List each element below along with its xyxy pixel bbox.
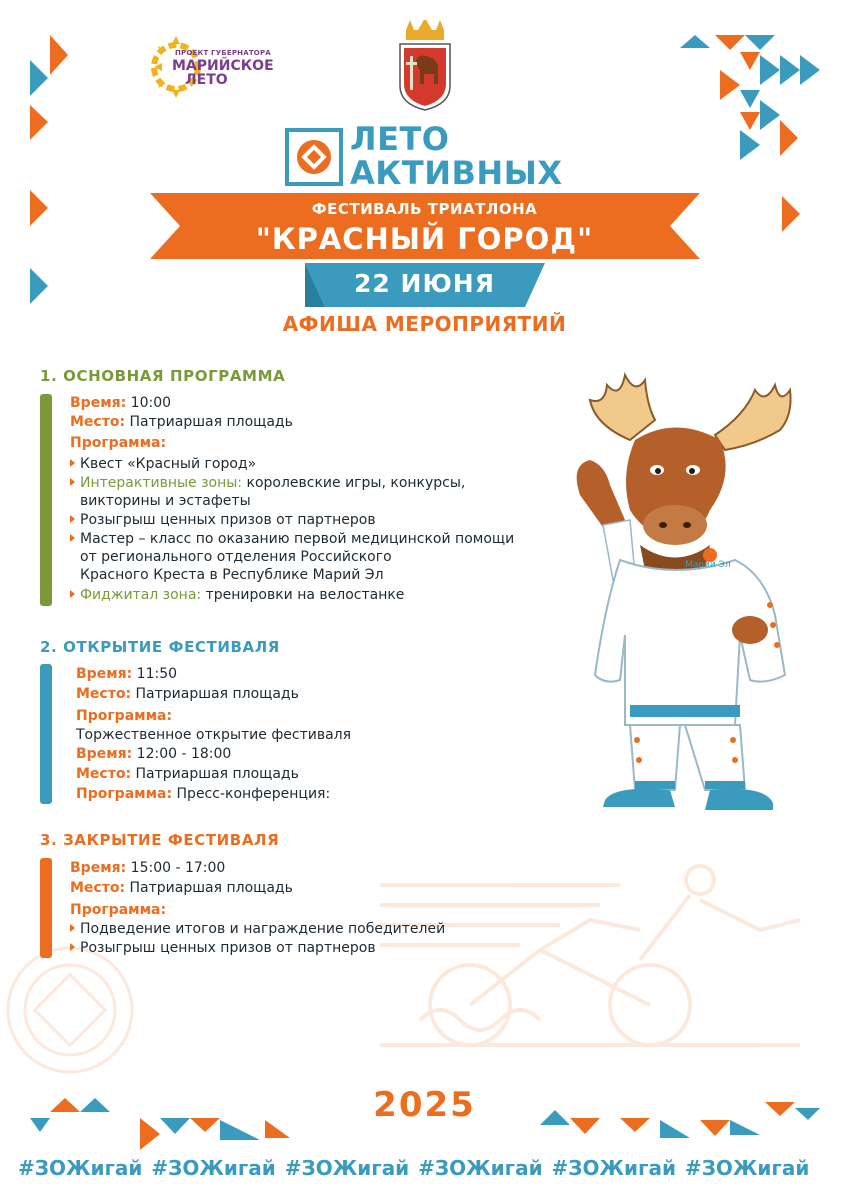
section-3-time: Время: 15:00 - 17:00: [70, 860, 226, 876]
festival-name: "КРАСНЫЙ ГОРОД": [255, 222, 594, 256]
bullet-icon: [70, 459, 75, 467]
section-1-place: Место: Патриаршая площадь: [70, 414, 293, 430]
list-item: Интерактивные зоны: королевские игры, конкурсы,: [70, 475, 465, 491]
section-2-bar: [40, 664, 52, 804]
section-3-bar: [40, 858, 52, 958]
section-3-place: Место: Патриаршая площадь: [70, 880, 293, 896]
section-2-program-label: Программа:: [76, 708, 173, 724]
bullet-icon: [70, 478, 75, 486]
bullet-icon: [70, 515, 75, 523]
section-1-time: Время: 10:00: [70, 395, 172, 411]
bullet-icon: [70, 590, 75, 598]
list-item: Квест «Красный город»: [70, 456, 256, 472]
festival-subtitle: ФЕСТИВАЛЬ ТРИАТЛОНА: [311, 200, 538, 218]
section-1-program-label: Программа:: [70, 435, 167, 451]
mascot-badge: Марий Эл: [685, 560, 731, 570]
section-2-place2: Место: Патриаршая площадь: [76, 766, 299, 782]
list-item: Мастер – класс по оказанию первой медицинской помощи: [70, 531, 514, 547]
ornament-logo-icon: [285, 128, 343, 186]
list-item-cont: Красного Креста в Республике Марий Эл: [80, 567, 384, 583]
section-2-program-text: Торжественное открытие фестиваля: [76, 727, 352, 743]
section-2-time2: Время: 12:00 - 18:00: [76, 746, 232, 762]
logo-line2: ЛЕТО: [185, 72, 228, 88]
list-item: Розыгрыш ценных призов от партнеров: [70, 940, 376, 956]
bullet-icon: [70, 924, 75, 932]
afisha-title: АФИША МЕРОПРИЯТИЙ: [282, 312, 567, 336]
list-item: Фиджитал зона: тренировки на велостанке: [70, 587, 404, 603]
logo-line1: МАРИЙСКОЕ: [172, 58, 274, 74]
list-item-cont: викторины и эстафеты: [80, 493, 251, 509]
section-1-bar: [40, 394, 52, 606]
list-item: Розыгрыш ценных призов от партнеров: [70, 512, 376, 528]
logo-small-text: ПРОЕКТ ГУБЕРНАТОРА: [175, 49, 271, 57]
festival-date: 22 ИЮНЯ: [354, 269, 495, 298]
brand-line1: ЛЕТО: [350, 120, 450, 158]
coat-of-arms-icon: [394, 20, 456, 112]
section-3-title: 3. ЗАКРЫТИЕ ФЕСТИВАЛЯ: [40, 831, 280, 849]
hashtags: #ЗОЖигай #ЗОЖигай #ЗОЖигай #ЗОЖигай #ЗОЖигай #ЗОЖигай: [18, 1156, 810, 1180]
brand-line2: АКТИВНЫХ: [350, 154, 563, 192]
bullet-icon: [70, 943, 75, 951]
section-3-program-label: Программа:: [70, 902, 167, 918]
section-2-program2: Программа: Пресс-конференция:: [76, 786, 331, 802]
section-2-title: 2. ОТКРЫТИЕ ФЕСТИВАЛЯ: [40, 638, 280, 656]
list-item-cont: от регионального отделения Российского: [80, 549, 392, 565]
list-item: Подведение итогов и награждение победителей: [70, 921, 445, 937]
section-2-time: Время: 11:50: [76, 666, 178, 682]
bullet-icon: [70, 534, 75, 542]
moose-mascot-icon: [535, 345, 825, 815]
section-1-title: 1. ОСНОВНАЯ ПРОГРАММА: [40, 367, 286, 385]
year-text: 2025: [373, 1085, 476, 1125]
section-2-place: Место: Патриаршая площадь: [76, 686, 299, 702]
